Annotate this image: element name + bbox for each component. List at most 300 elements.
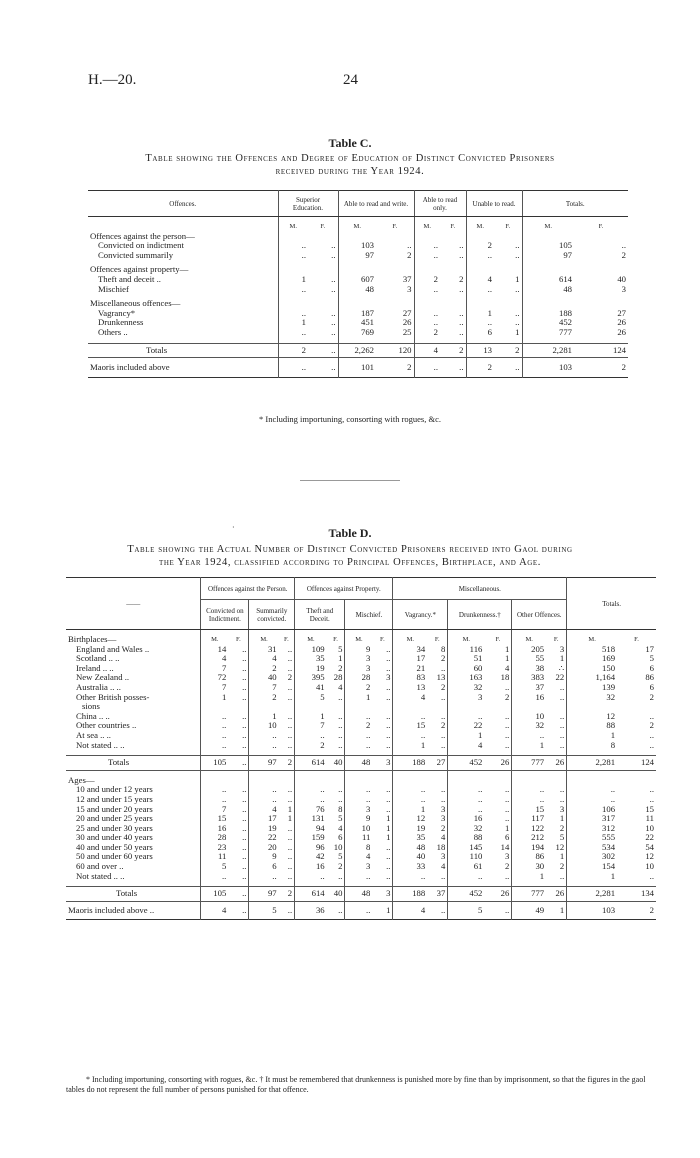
- cell-value: ..: [559, 682, 565, 692]
- cell-value: 518: [567, 645, 617, 655]
- cell-value: 15: [201, 814, 228, 824]
- row-label: 20 and under 25 years: [76, 814, 153, 824]
- cell-value: ..: [559, 871, 565, 881]
- cell-value: 777: [512, 756, 546, 771]
- table-c-title: Table C.: [328, 136, 372, 150]
- cell-value: 159: [295, 833, 327, 843]
- blank-cell: [546, 776, 567, 786]
- cell-value: 534: [567, 843, 617, 853]
- cell-value: ..: [338, 692, 343, 702]
- cell-value: ..: [242, 852, 247, 862]
- cell-value: 4: [414, 343, 440, 358]
- blank-cell: [228, 702, 249, 712]
- cell-value: 13: [466, 343, 494, 358]
- row-label: New Zealand ..: [76, 673, 130, 683]
- cell-value: 97: [522, 251, 574, 261]
- cell-value: 2: [338, 663, 343, 673]
- cell-value: 32: [448, 683, 485, 693]
- cell-value: 12: [393, 814, 427, 824]
- row-label: 40 and under 50 years: [76, 842, 153, 852]
- cell-value: 1: [295, 712, 327, 722]
- cell-value: 2: [504, 862, 510, 872]
- cell-value: ..: [331, 308, 336, 318]
- blank-cell: [494, 265, 522, 275]
- cell-value: 48: [393, 843, 427, 853]
- blank-cell: [327, 702, 345, 712]
- cell-value: 2: [295, 741, 327, 751]
- cell-value: 124: [617, 756, 656, 771]
- cell-value: 194: [512, 843, 546, 853]
- cell-value: 124: [574, 343, 628, 358]
- row-label: 60 and over ..: [76, 862, 124, 872]
- cell-value: 1: [386, 814, 391, 824]
- cell-value: ..: [515, 241, 520, 251]
- col-read-write: Able to read and write.: [338, 191, 414, 217]
- blank-cell: [414, 232, 440, 242]
- cell-value: ..: [287, 794, 293, 804]
- row-label: Totals: [88, 343, 278, 358]
- cell-value: 35: [295, 654, 327, 664]
- cell-value: 3: [559, 644, 565, 654]
- cell-value: 3: [440, 804, 446, 814]
- cell-value: 8: [345, 843, 372, 853]
- cell-value: ..: [559, 711, 565, 721]
- table-row: [88, 232, 628, 242]
- cell-value: 212: [512, 833, 546, 843]
- cell-value: ..: [331, 250, 336, 260]
- cell-value: ..: [386, 852, 391, 862]
- cell-value: 1: [386, 904, 391, 915]
- cell-value: ..: [512, 785, 546, 795]
- cell-value: ..: [278, 309, 308, 319]
- cell-value: 7: [249, 683, 279, 693]
- cell-value: 7: [201, 664, 228, 674]
- cell-value: 35: [393, 833, 427, 843]
- blank-cell: [522, 299, 574, 309]
- col-theft: Theft and Deceit.: [295, 600, 345, 630]
- cell-value: ..: [386, 740, 391, 750]
- cell-value: ..: [331, 284, 336, 294]
- cell-value: ..: [287, 682, 293, 692]
- cell-value: ..: [440, 794, 446, 804]
- cell-value: ..: [331, 327, 336, 337]
- cell-value: 14: [201, 645, 228, 655]
- col-other: Other Offences.: [512, 600, 567, 630]
- cell-value: ..: [559, 785, 565, 795]
- cell-value: 2,281: [522, 343, 574, 358]
- row-label: Offences against property—: [90, 265, 189, 275]
- row-label: England and Wales ..: [76, 644, 150, 654]
- sex-label: M.: [466, 222, 494, 232]
- row-label: 50 and under 60 years: [76, 852, 153, 862]
- cell-value: 2: [407, 361, 412, 372]
- cell-value: 32: [512, 721, 546, 731]
- sex-label: M.: [278, 222, 308, 232]
- cell-value: ..: [338, 740, 343, 750]
- cell-value: 1: [201, 693, 228, 703]
- row-label: Other countries ..: [76, 721, 137, 731]
- table-d-subtitle: [20, 543, 680, 569]
- cell-value: 4: [201, 901, 228, 919]
- sex-label: F.: [553, 636, 559, 643]
- cell-value: 96: [295, 843, 327, 853]
- cell-value: ..: [649, 794, 654, 804]
- cell-value: 1: [567, 872, 617, 882]
- blank-cell: [448, 702, 485, 712]
- cell-value: 4: [201, 654, 228, 664]
- cell-value: ..: [201, 795, 228, 805]
- cell-value: 6: [338, 833, 343, 843]
- blank-cell: [512, 702, 546, 712]
- cell-value: 12: [555, 842, 565, 852]
- cell-value: 38: [512, 664, 546, 674]
- cell-value: ..: [287, 692, 293, 702]
- cell-value: 105: [201, 756, 228, 771]
- sex-label: M.: [249, 635, 279, 645]
- cell-value: ..: [242, 644, 247, 654]
- cell-value: ..: [201, 712, 228, 722]
- table-row: [66, 683, 656, 693]
- cell-value: ..: [386, 730, 391, 740]
- blank-cell: [617, 702, 656, 712]
- row-label: Not stated .. ..: [76, 871, 125, 881]
- cell-value: 769: [338, 328, 376, 338]
- cell-value: 3: [345, 805, 372, 815]
- cell-value: 86: [645, 673, 654, 683]
- cell-value: ..: [242, 833, 247, 843]
- cell-value: 15: [645, 804, 654, 814]
- blank-cell: [345, 702, 372, 712]
- cell-value: ..: [393, 872, 427, 882]
- cell-value: 2: [249, 664, 279, 674]
- sex-label: M.: [201, 635, 228, 645]
- blank-cell: [295, 776, 327, 786]
- cell-value: 1: [448, 731, 485, 741]
- cell-value: 9: [345, 814, 372, 824]
- cell-value: 16: [448, 814, 485, 824]
- table-row: [66, 843, 656, 853]
- cell-value: ..: [345, 901, 372, 919]
- cell-value: ..: [459, 250, 464, 260]
- cell-value: 2: [494, 343, 522, 358]
- sex-label: F.: [634, 636, 639, 643]
- cell-value: 2: [649, 721, 654, 731]
- row-label: Maoris included above: [90, 361, 170, 372]
- table-d: [66, 577, 656, 920]
- cell-value: 6: [249, 862, 279, 872]
- cell-value: 18: [500, 673, 510, 683]
- cell-value: ..: [242, 663, 247, 673]
- cell-value: 1: [393, 741, 427, 751]
- cell-value: 777: [512, 887, 546, 902]
- sex-label: F.: [392, 223, 398, 230]
- blank-cell: [88, 222, 278, 232]
- cell-value: 4: [345, 852, 372, 862]
- cell-value: ..: [440, 785, 446, 795]
- cell-value: ..: [649, 711, 654, 721]
- cell-value: 97: [249, 756, 279, 771]
- cell-value: ..: [440, 904, 446, 915]
- cell-value: 17: [393, 654, 427, 664]
- row-label: China .. ..: [76, 711, 110, 721]
- blank-cell: [308, 299, 338, 309]
- cell-value: 40: [617, 274, 627, 284]
- cell-value: 452: [448, 887, 485, 902]
- cell-value: ..: [201, 872, 228, 882]
- cell-value: ..: [308, 343, 338, 358]
- sex-label: M.: [345, 635, 372, 645]
- table-row: [66, 814, 656, 824]
- cell-value: 16: [295, 862, 327, 872]
- cell-value: 41: [295, 683, 327, 693]
- cell-value: ..: [414, 285, 440, 295]
- totals-row: [88, 343, 628, 358]
- cell-value: 26: [546, 887, 567, 902]
- cell-value: 5: [448, 901, 485, 919]
- cell-value: 1: [567, 731, 617, 741]
- cell-value: 2: [440, 823, 446, 833]
- cell-value: 1: [512, 872, 546, 882]
- cell-value: 9: [249, 852, 279, 862]
- table-row: [88, 275, 628, 285]
- cell-value: 4: [338, 823, 343, 833]
- table-c-subtitle-line2: received during the Year 1924.: [275, 166, 425, 177]
- cell-value: 4: [448, 741, 485, 751]
- cell-value: 1: [559, 904, 565, 915]
- cell-value: 94: [295, 824, 327, 834]
- cell-value: ..: [459, 284, 464, 294]
- blank-cell: [546, 702, 567, 712]
- cell-value: ..: [287, 852, 293, 862]
- cell-value: ..: [649, 740, 654, 750]
- row-label: Not stated .. ..: [76, 740, 125, 750]
- cell-value: 1: [504, 654, 510, 664]
- blank-cell: [440, 299, 466, 309]
- row-label: Ages—: [68, 775, 95, 785]
- cell-value: 12: [645, 852, 654, 862]
- cell-value: ..: [345, 731, 372, 741]
- cell-value: ..: [515, 318, 520, 328]
- cell-value: 37: [427, 887, 448, 902]
- cell-value: ..: [504, 814, 510, 824]
- blank-cell: [466, 299, 494, 309]
- blank-cell: [414, 299, 440, 309]
- cell-value: ..: [295, 731, 327, 741]
- blank-cell: [522, 232, 574, 242]
- cell-value: ..: [504, 740, 510, 750]
- cell-value: ..: [414, 318, 440, 328]
- cell-value: 88: [567, 721, 617, 731]
- cell-value: 61: [448, 862, 485, 872]
- cell-value: 19: [393, 824, 427, 834]
- cell-value: 3: [448, 693, 485, 703]
- totals-row: [66, 887, 656, 902]
- cell-value: 2: [621, 361, 627, 372]
- blank-cell: [427, 702, 448, 712]
- table-c-subtitle-line1: Table showing the Offences and Degree of Education of Distinct Convicted Prisoners: [145, 153, 555, 164]
- blank-cell: [338, 265, 376, 275]
- cell-value: 607: [338, 275, 376, 285]
- cell-value: ..: [287, 871, 293, 881]
- cell-value: ..: [414, 358, 440, 378]
- cell-value: 26: [484, 887, 511, 902]
- cell-value: 614: [522, 275, 574, 285]
- table-d-title: Table D.: [328, 526, 372, 540]
- table-row: [88, 285, 628, 295]
- cell-value: ..: [345, 872, 372, 882]
- cell-value: ..: [287, 904, 293, 915]
- row-label: Scotland .. ..: [76, 654, 120, 664]
- cell-value: ..: [386, 682, 391, 692]
- row-label: Australia .. ..: [76, 682, 121, 692]
- table-row: [66, 673, 656, 683]
- cell-value: 17: [645, 644, 654, 654]
- cell-value: 317: [567, 814, 617, 824]
- cell-value: 8: [567, 741, 617, 751]
- blank-cell: [512, 776, 546, 786]
- table-row: [66, 805, 656, 815]
- cell-value: ..: [287, 730, 293, 740]
- cell-value: 6: [466, 328, 494, 338]
- table-row: [66, 645, 656, 655]
- cell-value: ..: [386, 663, 391, 673]
- cell-value: 48: [345, 756, 372, 771]
- cell-value: 72: [201, 673, 228, 683]
- table-row: [66, 741, 656, 751]
- cell-value: ..: [440, 740, 446, 750]
- cell-value: ..: [393, 712, 427, 722]
- cell-value: 777: [522, 328, 574, 338]
- cell-value: 28: [201, 833, 228, 843]
- cell-value: 117: [512, 814, 546, 824]
- cell-value: ..: [242, 842, 247, 852]
- cell-value: 23: [201, 843, 228, 853]
- row-label: Theft and deceit ..: [98, 274, 161, 284]
- table-row: [66, 785, 656, 795]
- group-property: Offences against Property.: [295, 578, 393, 600]
- sex-label: F.: [236, 636, 241, 643]
- cell-value: ..: [440, 711, 446, 721]
- sex-label: F.: [320, 223, 326, 230]
- cell-value: 3: [345, 862, 372, 872]
- cell-value: ..: [448, 872, 485, 882]
- cell-value: 22: [448, 721, 485, 731]
- cell-value: ..: [440, 663, 446, 673]
- cell-value: 15: [512, 805, 546, 815]
- cell-value: 1: [559, 852, 565, 862]
- cell-value: 2: [621, 250, 627, 260]
- cell-value: ..: [287, 663, 293, 673]
- cell-value: ..: [386, 785, 391, 795]
- cell-value: 26: [617, 327, 627, 337]
- group-totals: Totals.: [567, 578, 656, 630]
- cell-value: 51: [448, 654, 485, 664]
- cell-value: 2: [466, 241, 494, 251]
- cell-value: 42: [295, 852, 327, 862]
- cell-value: 3: [372, 887, 393, 902]
- cell-value: ..: [386, 871, 391, 881]
- cell-value: ..: [242, 673, 247, 683]
- cell-value: 103: [567, 901, 617, 919]
- cell-value: ..: [345, 785, 372, 795]
- blank-cell: [440, 265, 466, 275]
- blank-cell: [338, 232, 376, 242]
- cell-value: ..: [515, 361, 520, 372]
- cell-value: 11: [345, 833, 372, 843]
- cell-value: ..: [201, 731, 228, 741]
- table-row: [88, 251, 628, 261]
- cell-value: ∴: [558, 663, 565, 673]
- cell-value: ..: [559, 721, 565, 731]
- sex-label: F.: [505, 223, 511, 230]
- cell-value: 169: [567, 654, 617, 664]
- cell-value: ..: [448, 805, 485, 815]
- cell-value: 30: [512, 862, 546, 872]
- cell-value: 150: [567, 664, 617, 674]
- cell-value: 3: [372, 756, 393, 771]
- cell-value: 26: [546, 756, 567, 771]
- cell-value: 2: [345, 721, 372, 731]
- cell-value: ..: [249, 741, 279, 751]
- section-divider: [300, 480, 400, 481]
- cell-value: 5: [338, 644, 343, 654]
- blank-cell: [574, 232, 628, 242]
- page-header-ref: H.—20.: [88, 72, 137, 88]
- cell-value: ..: [504, 794, 510, 804]
- sex-label: M.: [338, 222, 376, 232]
- table-c-footnote: * Including importuning, consorting with rogues, &c.: [258, 414, 442, 424]
- blank-cell: [279, 702, 295, 712]
- cell-value: ..: [278, 251, 308, 261]
- cell-value: 1: [249, 712, 279, 722]
- cell-value: 1: [515, 274, 520, 284]
- cell-value: ..: [331, 274, 336, 284]
- blank-cell: [376, 265, 414, 275]
- cell-value: ..: [345, 712, 372, 722]
- table-row: [66, 872, 656, 882]
- cell-value: 28: [345, 673, 372, 683]
- cell-value: ..: [414, 309, 440, 319]
- cell-value: ..: [228, 756, 249, 771]
- cell-value: 10: [645, 862, 654, 872]
- cell-value: 6: [504, 833, 510, 843]
- cell-value: 555: [567, 833, 617, 843]
- cell-value: 1: [504, 644, 510, 654]
- cell-value: 22: [249, 833, 279, 843]
- cell-value: 25: [402, 327, 412, 337]
- cell-value: ..: [338, 871, 343, 881]
- table-row: [66, 721, 656, 731]
- cell-value: 19: [249, 824, 279, 834]
- cell-value: 452: [522, 318, 574, 328]
- cell-value: ..: [386, 721, 391, 731]
- cell-value: 26: [484, 756, 511, 771]
- cell-value: 37: [512, 683, 546, 693]
- cell-value: 5: [649, 654, 654, 664]
- table-row: [88, 299, 628, 309]
- blank-cell: [345, 776, 372, 786]
- col-vagrancy: Vagrancy.*: [393, 600, 448, 630]
- table-row: [66, 852, 656, 862]
- cell-value: ..: [448, 712, 485, 722]
- cell-value: ..: [249, 872, 279, 882]
- cell-value: 109: [295, 645, 327, 655]
- stray-mark: ·: [232, 523, 235, 532]
- cell-value: 2: [559, 823, 565, 833]
- cell-value: 5: [295, 693, 327, 703]
- cell-value: 103: [338, 241, 376, 251]
- mf-row: [88, 222, 628, 232]
